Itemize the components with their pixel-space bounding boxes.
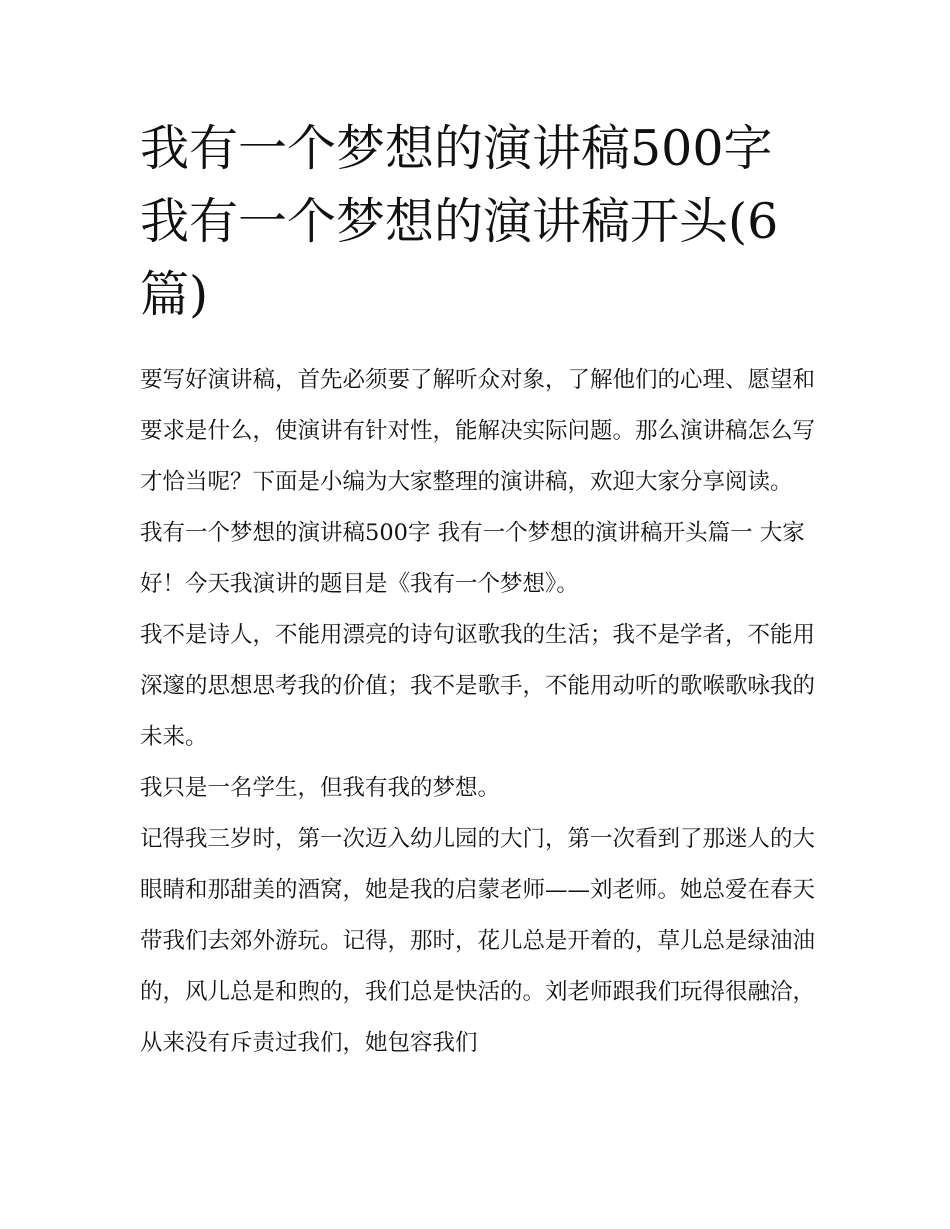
paragraph-not-poet: 我不是诗人，不能用漂亮的诗句讴歌我的生活；我不是学者，不能用深邃的思想思考我的价值；我不是歌手，不能用动听的歌喉歌咏我的未来。 — [140, 622, 816, 750]
paragraph-heading: 我有一个梦想的演讲稿500字 我有一个梦想的演讲稿开头篇一 大家好！今天我演讲的题目是《我有一个梦想》。 — [140, 520, 805, 597]
document-body — [140, 355, 820, 1069]
document-title — [140, 112, 820, 331]
paragraph-intro: 要写好演讲稿，首先必须要了解听众对象，了解他们的心理、愿望和要求是什么，使演讲有针对性，能解决实际问题。那么演讲稿怎么写才恰当呢？下面是小编为大家整理的演讲稿，欢迎大家分享阅读。 — [140, 367, 816, 495]
title-line-3: 篇) — [140, 266, 209, 323]
title-line-1: 我有一个梦想的演讲稿500字 — [140, 120, 773, 177]
paragraph-memory: 记得我三岁时，第一次迈入幼儿园的大门，第一次看到了那迷人的大眼睛和那甜美的酒窝，她是我的启蒙老师——刘老师。她总爱在春天带我们去郊外游玩。记得，那时，花儿总是开着的，草儿总是绿油油的，风儿总是和煦的，我们总是快活的。刘老师跟我们玩得很融洽，从来没有斥责过我们，她包容我们 — [140, 826, 816, 1056]
paragraph-student: 我只是一名学生，但我有我的梦想。 — [140, 775, 501, 801]
title-line-2: 我有一个梦想的演讲稿开头(6 — [140, 193, 779, 250]
